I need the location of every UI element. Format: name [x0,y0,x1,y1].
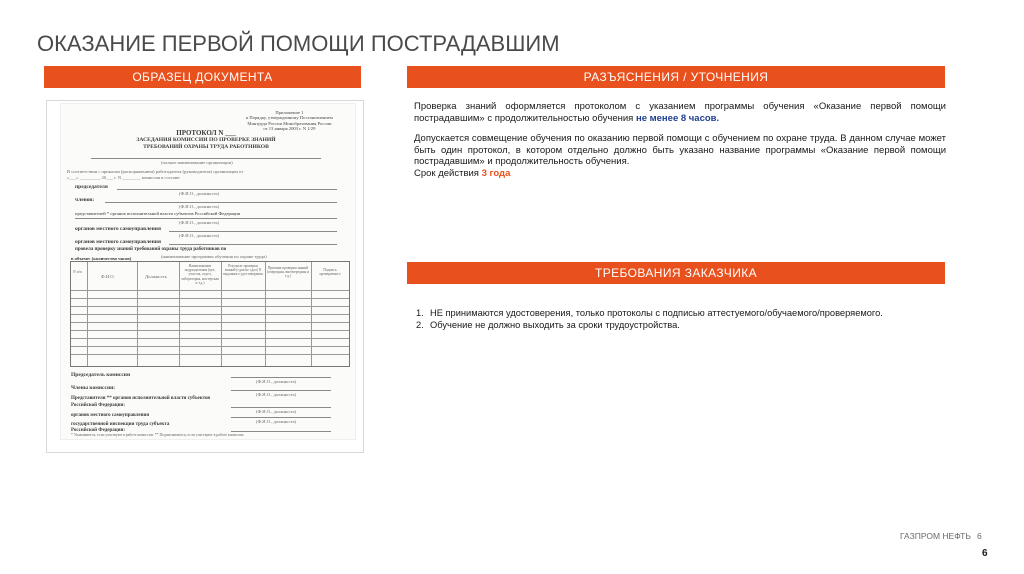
list-item [416,307,936,319]
order-line: В соответствии с приказом (распоряжением) работодателя (руководителя) организации от [67,169,244,174]
fio-caption: (Ф.И.О., должность) [179,233,220,238]
chair-label: председателя [75,184,108,190]
requirements-list [416,307,936,331]
table-header-cell: Наименование подразделения (цех, участок, отдел, лаборатория, мастерская и т.д.) [181,264,219,285]
fio-caption: (Ф.И.О., должность) [256,409,297,414]
appendix-block [246,110,333,132]
rf-label: Российской Федерации: [71,403,126,408]
clarification-text: Допускается совмещение обучения по оказанию первой помощи с обучением по охране труда. В данном случае может быть один протокол, в котором отдельно должно быть указано название программы «Оказание первой помощи пострадавшим» и продолжительность обучения. [414,133,946,168]
fio-caption: (Ф.И.О., должность) [256,419,297,424]
footer [900,531,982,541]
clarification-paragraph-2 [414,133,946,168]
check-label: провела проверку знаний требований охраны труда работников по [75,247,227,252]
list-item [416,319,936,331]
table-header-cell: Результат проверки знаний (сдал/не сдал) N выданного удостоверения [223,264,263,277]
fio-caption: (Ф.И.О., должность) [179,191,220,196]
table-header-cell: Должность [145,274,167,279]
representatives-label: Представители ** органов исполнительной власти субъектов [71,396,211,401]
list-item-text: Обучение не должно выходить за сроки трудоустройства. [430,320,680,331]
page-title: ОКАЗАНИЕ ПЕРВОЙ ПОМОЩИ ПОСТРАДАВШИМ [37,31,560,56]
list-item-text: НЕ принимаются удостоверения, только протоколы с подписью аттестуемого/обучаемого/проверяемого. [430,308,883,318]
requirements-header: ТРЕБОВАНИЯ ЗАКАЗЧИКА [407,262,945,284]
clarification-paragraph-1 [414,101,946,124]
volume-label: в объеме: (количество часов) [71,256,132,261]
slide-number: 6 [982,548,988,559]
org-caption: (полное наименование организации) [161,160,233,165]
fio-caption: (Ф.И.О., должность) [179,220,220,225]
document-sample-image [60,103,356,440]
local-gov-label-2: органов местного самоуправления [75,239,161,245]
appendix-line: Приложение 1 [275,110,304,115]
results-table [70,261,350,367]
appendix-line: к Порядку, утвержденному Постановлением [246,115,333,121]
protocol-title-line: ЗАСЕДАНИЯ КОМИССИИ ПО ПРОВЕРКЕ ЗНАНИЙ [136,137,276,143]
list-item-number: 1. [416,308,424,318]
company-name: ГАЗПРОМ НЕФТЬ [900,531,971,541]
table-header-cell: N п/п [73,270,82,274]
fio-caption: (Ф.И.О., должность) [256,392,297,397]
footer-page-number: 6 [976,531,982,541]
gov-inspection-label: государственной инспекции труда субъекта [71,422,170,427]
clarification-validity [414,168,946,180]
clarification-text: Проверка знаний оформляется протоколом с указанием программы обучения «Оказание первой помощи пострадавшим» с продолжительностью обучения [414,101,946,124]
reps-label: представителей * органов исполнительной власти субъектов Российской Федерации [75,211,241,216]
commission-members-label: Члены комиссии: [71,385,116,391]
chairman-label: Председатель комиссии [71,372,131,378]
appendix-line: от 13 января 2003 г. N 1/29 [263,126,316,132]
fio-caption: (Ф.И.О., должность) [179,204,220,209]
table-header-cell: Причина проверки знаний (очередная, внеочередная и т.д.) [267,266,309,279]
validity-label: Срок действия [414,168,482,179]
order-line-2: «___» _________ 20___ г. N ________ комиссия в составе: [67,175,181,180]
members-label: членов: [75,197,95,203]
fio-caption: (Ф.И.О., должность) [256,379,297,384]
list-item-number: 2. [416,320,424,331]
clarifications-header: РАЗЪЯСНЕНИЯ / УТОЧНЕНИЯ [407,66,945,88]
min-hours-highlight: не менее 8 часов. [635,112,720,124]
footnote: * Указываются, если участвуют в работе комиссии. ** Подписываются, если участвуют в работе комиссии. [71,433,245,437]
rf-label-2: Российской Федерации: [71,428,126,433]
sample-document-header: ОБРАЗЕЦ ДОКУМЕНТА [44,66,361,88]
table-header-cell: Подпись проверяемого [319,268,341,277]
protocol-title-line: ТРЕБОВАНИЙ ОХРАНЫ ТРУДА РАБОТНИКОВ [143,144,269,150]
protocol-title-line: ПРОТОКОЛ N ___ [176,129,236,137]
table-header-cell: Ф.И.О. [101,274,115,279]
local-gov-label: органов местного самоуправления [75,226,161,232]
validity-highlight: 3 года [481,168,511,179]
program-caption: (наименование программы обучения по охране труда) [161,254,267,259]
appendix-line: Минтруда России Минобразования России [247,120,332,126]
local-label: органов местного самоуправления [71,413,150,418]
protocol-title [101,130,311,151]
